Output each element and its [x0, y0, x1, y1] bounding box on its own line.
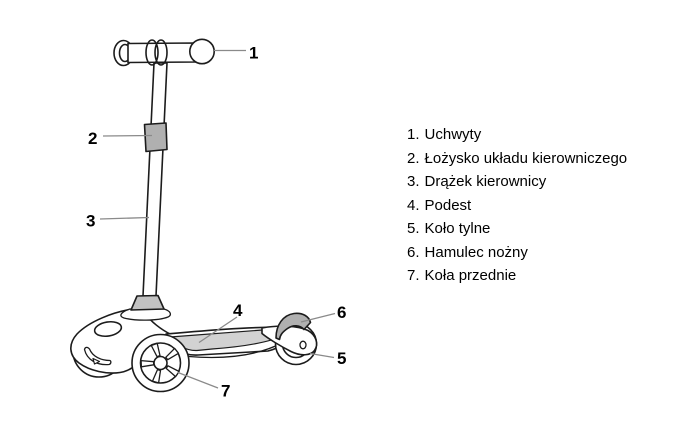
legend-label: Podest — [424, 196, 472, 214]
callout-line-3 — [100, 218, 149, 220]
legend-number: 2. — [407, 149, 420, 167]
legend-number: 1. — [407, 126, 420, 143]
steering-stem — [143, 63, 167, 296]
scooter-art — [71, 39, 317, 391]
stem-collar-flare — [121, 309, 170, 320]
handlebar-tube — [128, 43, 196, 63]
legend-label: Drążek kierownicy — [424, 173, 547, 190]
legend-item-5 — [407, 217, 627, 241]
legend-label: Hamulec nożny — [424, 243, 528, 261]
legend-item-2 — [407, 147, 627, 171]
legend-number: 3. — [407, 173, 420, 190]
callout-number-6: 6 — [337, 303, 347, 322]
callout-number-7: 7 — [221, 381, 231, 401]
callout-number-5: 5 — [337, 349, 347, 368]
rear-axle-bolt — [300, 341, 306, 349]
legend-item-3 — [407, 170, 627, 194]
legend — [407, 123, 627, 288]
legend-number: 5. — [407, 220, 420, 237]
legend-item-4 — [407, 194, 627, 218]
callout-number-2: 2 — [88, 129, 98, 148]
legend-label: Koło tylne — [424, 220, 491, 237]
stem-collar — [131, 296, 164, 311]
callout-number-4: 4 — [233, 301, 243, 320]
legend-label: Koła przednie — [424, 267, 517, 284]
legend-label: Łożysko układu kierowniczego — [424, 149, 628, 167]
callout-line-2 — [103, 136, 152, 137]
front-wheel-hub — [154, 357, 167, 370]
legend-number: 4. — [407, 196, 420, 214]
right-grip — [190, 39, 214, 63]
legend-item-6 — [407, 241, 627, 265]
legend-number: 6. — [407, 243, 420, 261]
legend-item-7 — [407, 264, 627, 288]
legend-item-1 — [407, 123, 627, 147]
legend-label: Uchwyty — [424, 126, 482, 143]
callout-number-1: 1 — [249, 43, 259, 63]
callout-number-3: 3 — [86, 211, 96, 231]
legend-number: 7. — [407, 267, 420, 284]
steering-bearing — [145, 123, 168, 152]
